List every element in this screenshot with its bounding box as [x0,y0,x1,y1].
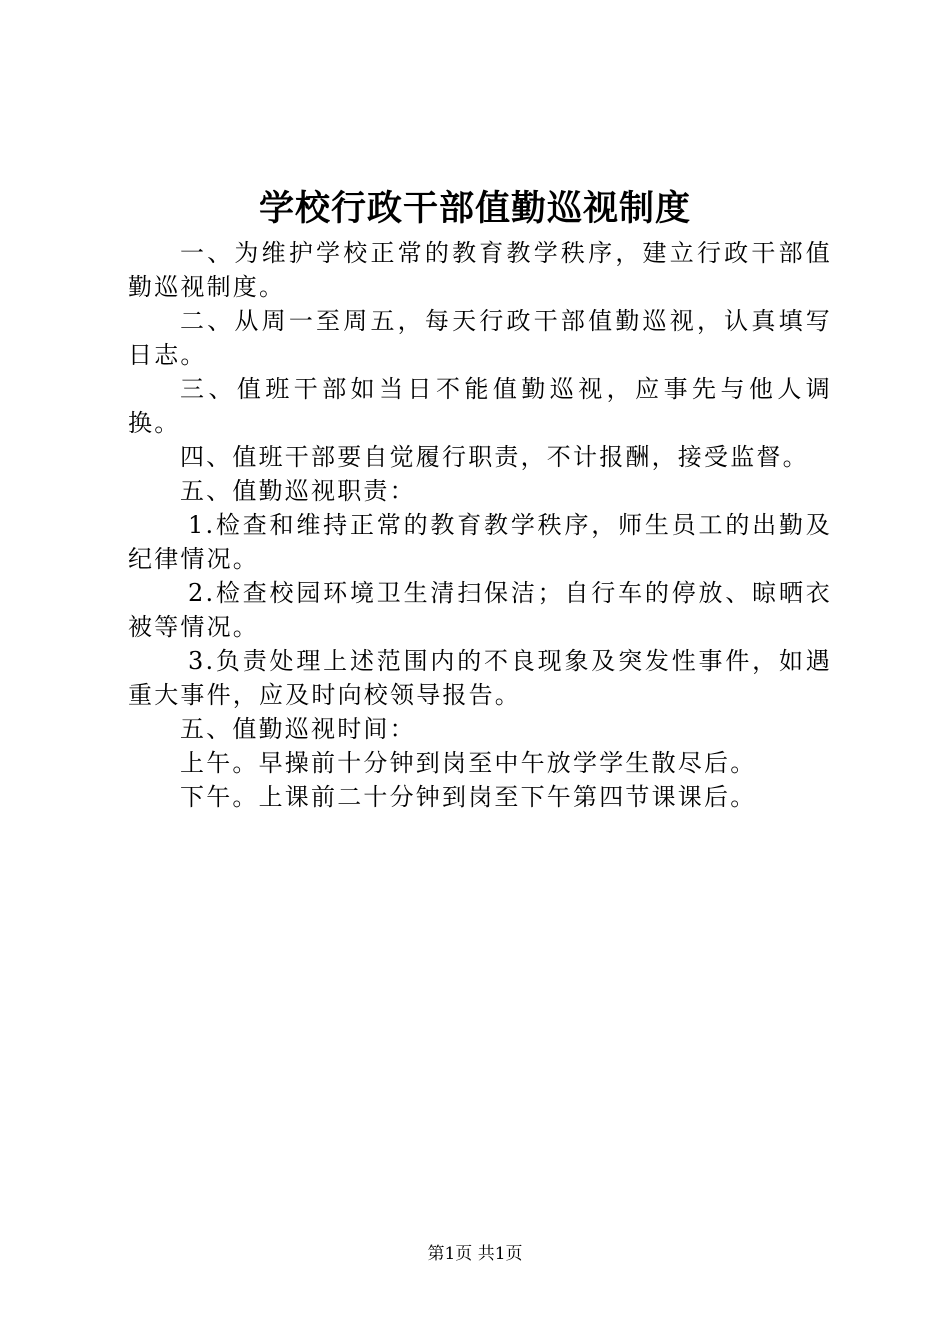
paragraph-time-heading: 五、值勤巡视时间： [180,715,416,743]
document-title: 学校行政干部值勤巡视制度 [258,188,691,229]
duty-item-1: 1.检查和维持正常的教育教学秩序，师生员工的出勤及纪律情况。 [128,511,832,573]
document-body [128,236,832,814]
paragraph-morning: 上午。早操前十分钟到岗至中午放学学生散尽后。 [180,749,757,777]
paragraph-4: 四、值班干部要自觉履行职责，不计报酬，接受监督。 [180,443,809,471]
paragraph-1: 一、为维护学校正常的教育教学秩序，建立行政干部值勤巡视制度。 [128,239,832,301]
duty-item-3: 3.负责处理上述范围内的不良现象及突发性事件，如遇重大事件，应及时向校领导报告。 [128,647,832,709]
paragraph-2: 二、从周一至周五，每天行政干部值勤巡视，认真填写日志。 [128,307,832,369]
paragraph-afternoon: 下午。上课前二十分钟到岗至下午第四节课课后。 [180,783,757,811]
paragraph-5: 五、值勤巡视职责： [180,477,416,505]
paragraph-3: 三、值班干部如当日不能值勤巡视，应事先与他人调换。 [128,375,832,437]
page-footer: 第1页 共1页 [427,1244,523,1264]
duty-item-2: 2.检查校园环境卫生清扫保洁；自行车的停放、晾晒衣被等情况。 [128,579,832,641]
